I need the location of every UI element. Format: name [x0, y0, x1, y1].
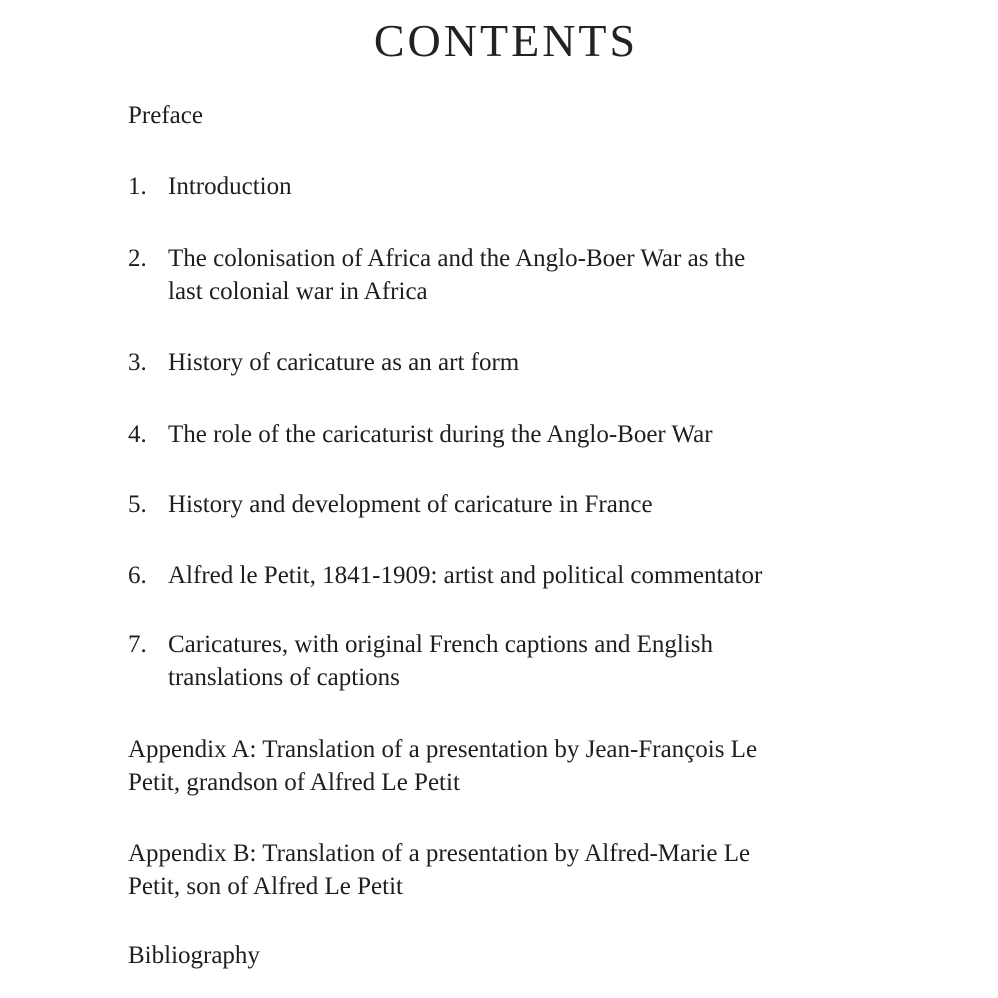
chapter-number: 4.	[128, 421, 147, 448]
toc-entry-chapter-4	[128, 418, 713, 451]
toc-entry-chapter-6	[128, 559, 762, 592]
toc-entry-bibliography	[128, 939, 260, 972]
entry-title: Bibliography	[128, 942, 260, 969]
entry-title-continuation: translations of captions	[168, 664, 400, 691]
toc-entry-appendix-b	[128, 837, 750, 903]
chapter-number: 3.	[128, 349, 147, 376]
toc-entry-chapter-5	[128, 488, 653, 521]
entry-title: The colonisation of Africa and the Anglo-Boer War as the	[168, 245, 746, 272]
toc-entry-appendix-a	[128, 733, 757, 799]
entry-title: Caricatures, with original French captions and English	[168, 631, 714, 658]
chapter-number: 6.	[128, 562, 147, 589]
entry-title: Appendix A: Translation of a presentation by Jean-François Le	[128, 736, 758, 763]
page-title: CONTENTS	[373, 15, 639, 66]
entry-title: Introduction	[168, 173, 292, 200]
toc-entry-chapter-7	[128, 628, 713, 694]
entry-title: History and development of caricature in France	[168, 491, 653, 518]
entry-title: Appendix B: Translation of a presentation by Alfred-Marie Le	[128, 840, 751, 867]
entry-title: Alfred le Petit, 1841-1909: artist and political commentator	[168, 562, 763, 589]
toc-entry-chapter-3	[128, 346, 519, 379]
entry-title: Preface	[128, 102, 203, 129]
toc-entry-chapter-2	[128, 242, 745, 308]
chapter-number: 7.	[128, 631, 147, 658]
chapter-number: 2.	[128, 245, 147, 272]
entry-title-continuation: Petit, grandson of Alfred Le Petit	[128, 769, 460, 796]
toc-entry-preface	[128, 99, 203, 132]
entry-title-continuation: Petit, son of Alfred Le Petit	[128, 873, 403, 900]
chapter-number: 1.	[128, 173, 147, 200]
chapter-number: 5.	[128, 491, 147, 518]
entry-title-continuation: last colonial war in Africa	[168, 278, 428, 305]
toc-entry-chapter-1	[128, 170, 292, 203]
entry-title: The role of the caricaturist during the Anglo-Boer War	[168, 421, 713, 448]
entry-title: History of caricature as an art form	[168, 349, 520, 376]
